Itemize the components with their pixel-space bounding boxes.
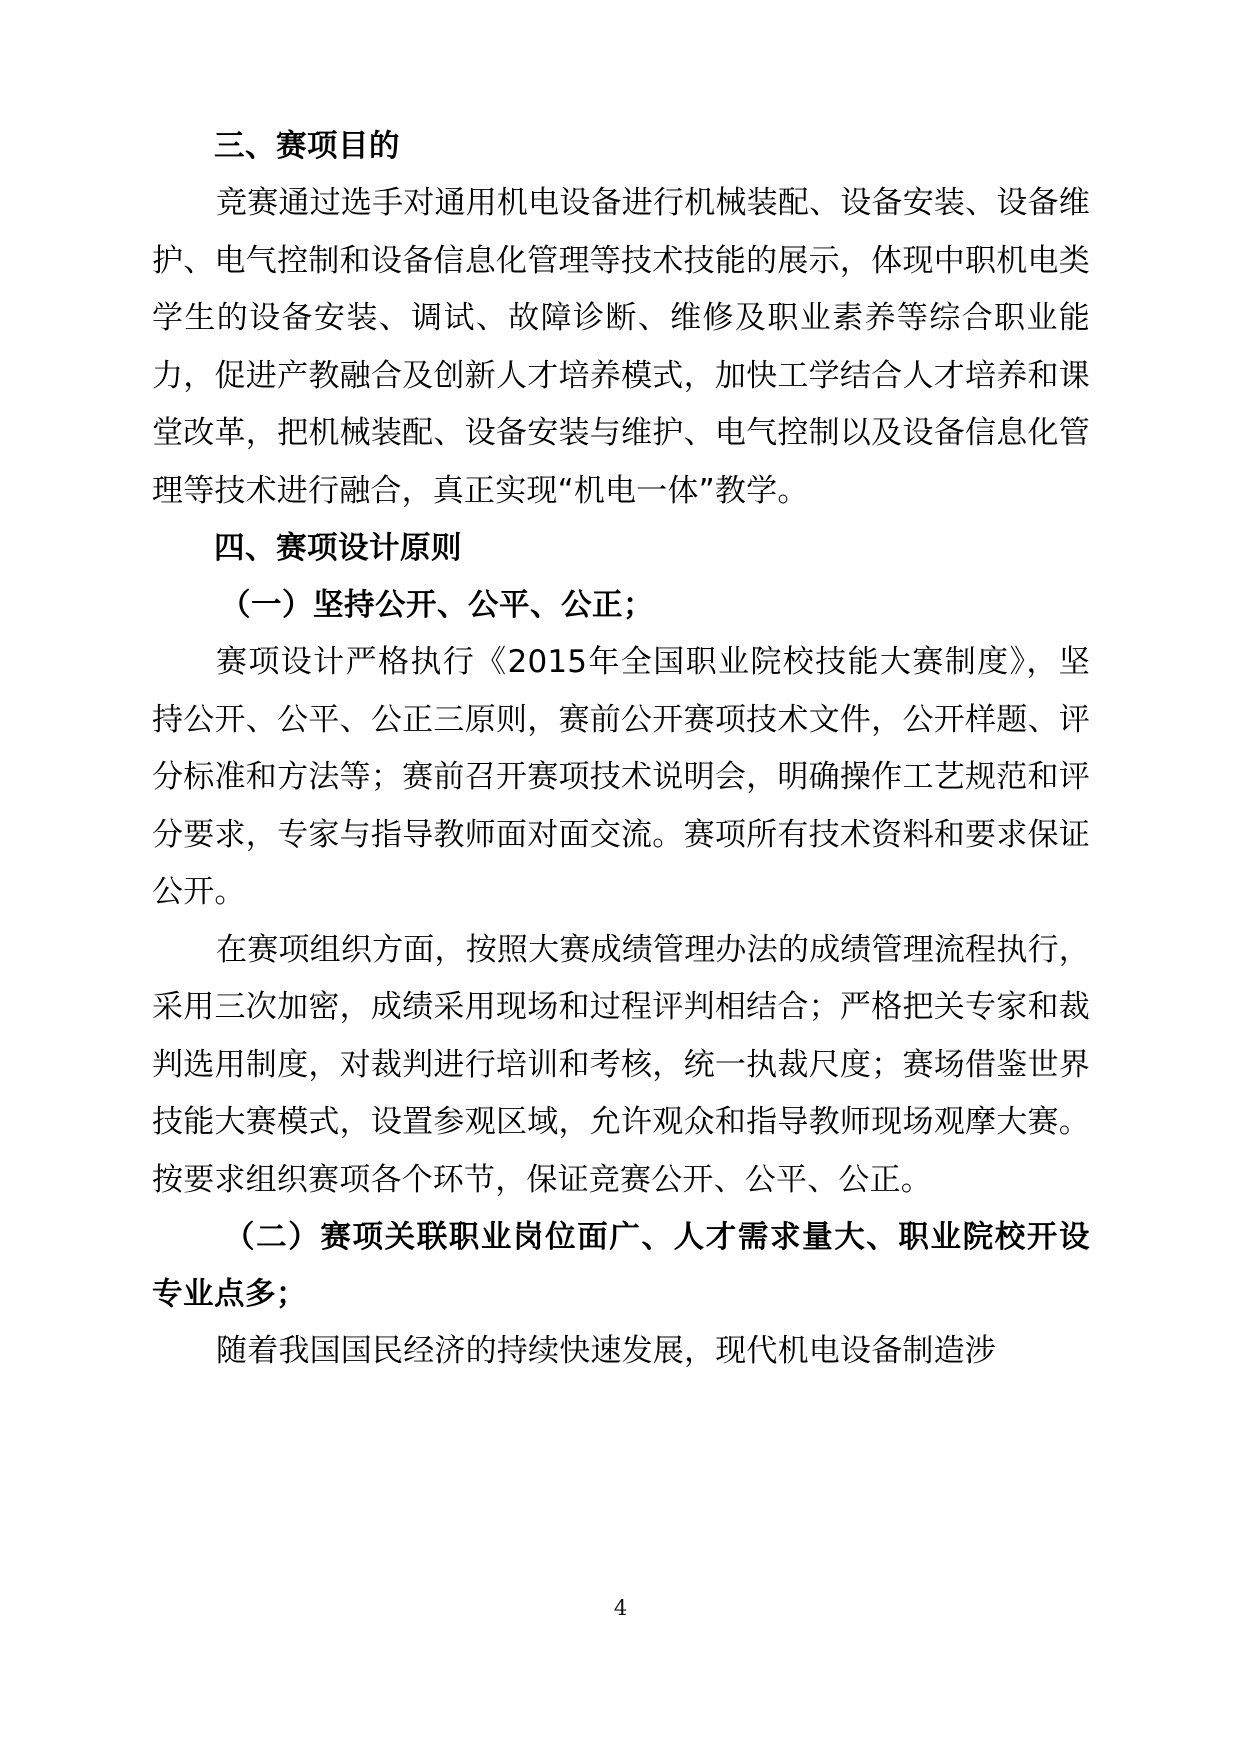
subheading-principle-two: （二）赛项关联职业岗位面广、人才需求量大、职业院校开设专业点多；	[152, 1220, 1090, 1312]
paragraph-principle-one-a: 赛项设计严格执行《2015年全国职业院校技能大赛制度》，坚持公开、公平、公正三原则，赛前公开赛项技术文件，公开样题、评分标准和方法等；赛前召开赛项技术说明会，明确操作工艺规范和评分要求，专家与指导教师面对面交流。赛项所有技术资料和要求保证公开。	[152, 644, 1090, 910]
paragraph-competition-purpose: 竞赛通过选手对通用机电设备进行机械装配、设备安装、设备维护、电气控制和设备信息化管理等技术技能的展示，体现中职机电类学生的设备安装、调试、故障诊断、维修及职业素养等综合职业能力，促进产教融合及创新人才培养模式，加快工学结合人才培养和课堂改革，把机械装配、设备安装与维护、电气控制以及设备信息化管理等技术进行融合，真正实现“机电一体”教学。	[152, 185, 1090, 509]
paragraph-principle-two-a: 随着我国国民经济的持续快速发展，现代机电设备制造涉	[216, 1333, 996, 1369]
paragraph-principle-one-b: 在赛项组织方面，按照大赛成绩管理办法的成绩管理流程执行，采用三次加密，成绩采用现场和过程评判相结合；严格把关专家和裁判选用制度，对裁判进行培训和考核，统一执裁尺度；赛场借鉴世界技能大赛模式，设置参观区域，允许观众和指导教师现场观摩大赛。按要求组织赛项各个环节，保证竞赛公开、公平、公正。	[152, 931, 1090, 1198]
heading-section-3: 三、赛项目的	[214, 129, 400, 164]
page-content	[152, 118, 1090, 1381]
page-number: 4	[613, 1596, 628, 1620]
subheading-principle-one: （一）坚持公开、公平、公正；	[220, 588, 654, 623]
heading-section-4: 四、赛项设计原则	[214, 531, 462, 566]
